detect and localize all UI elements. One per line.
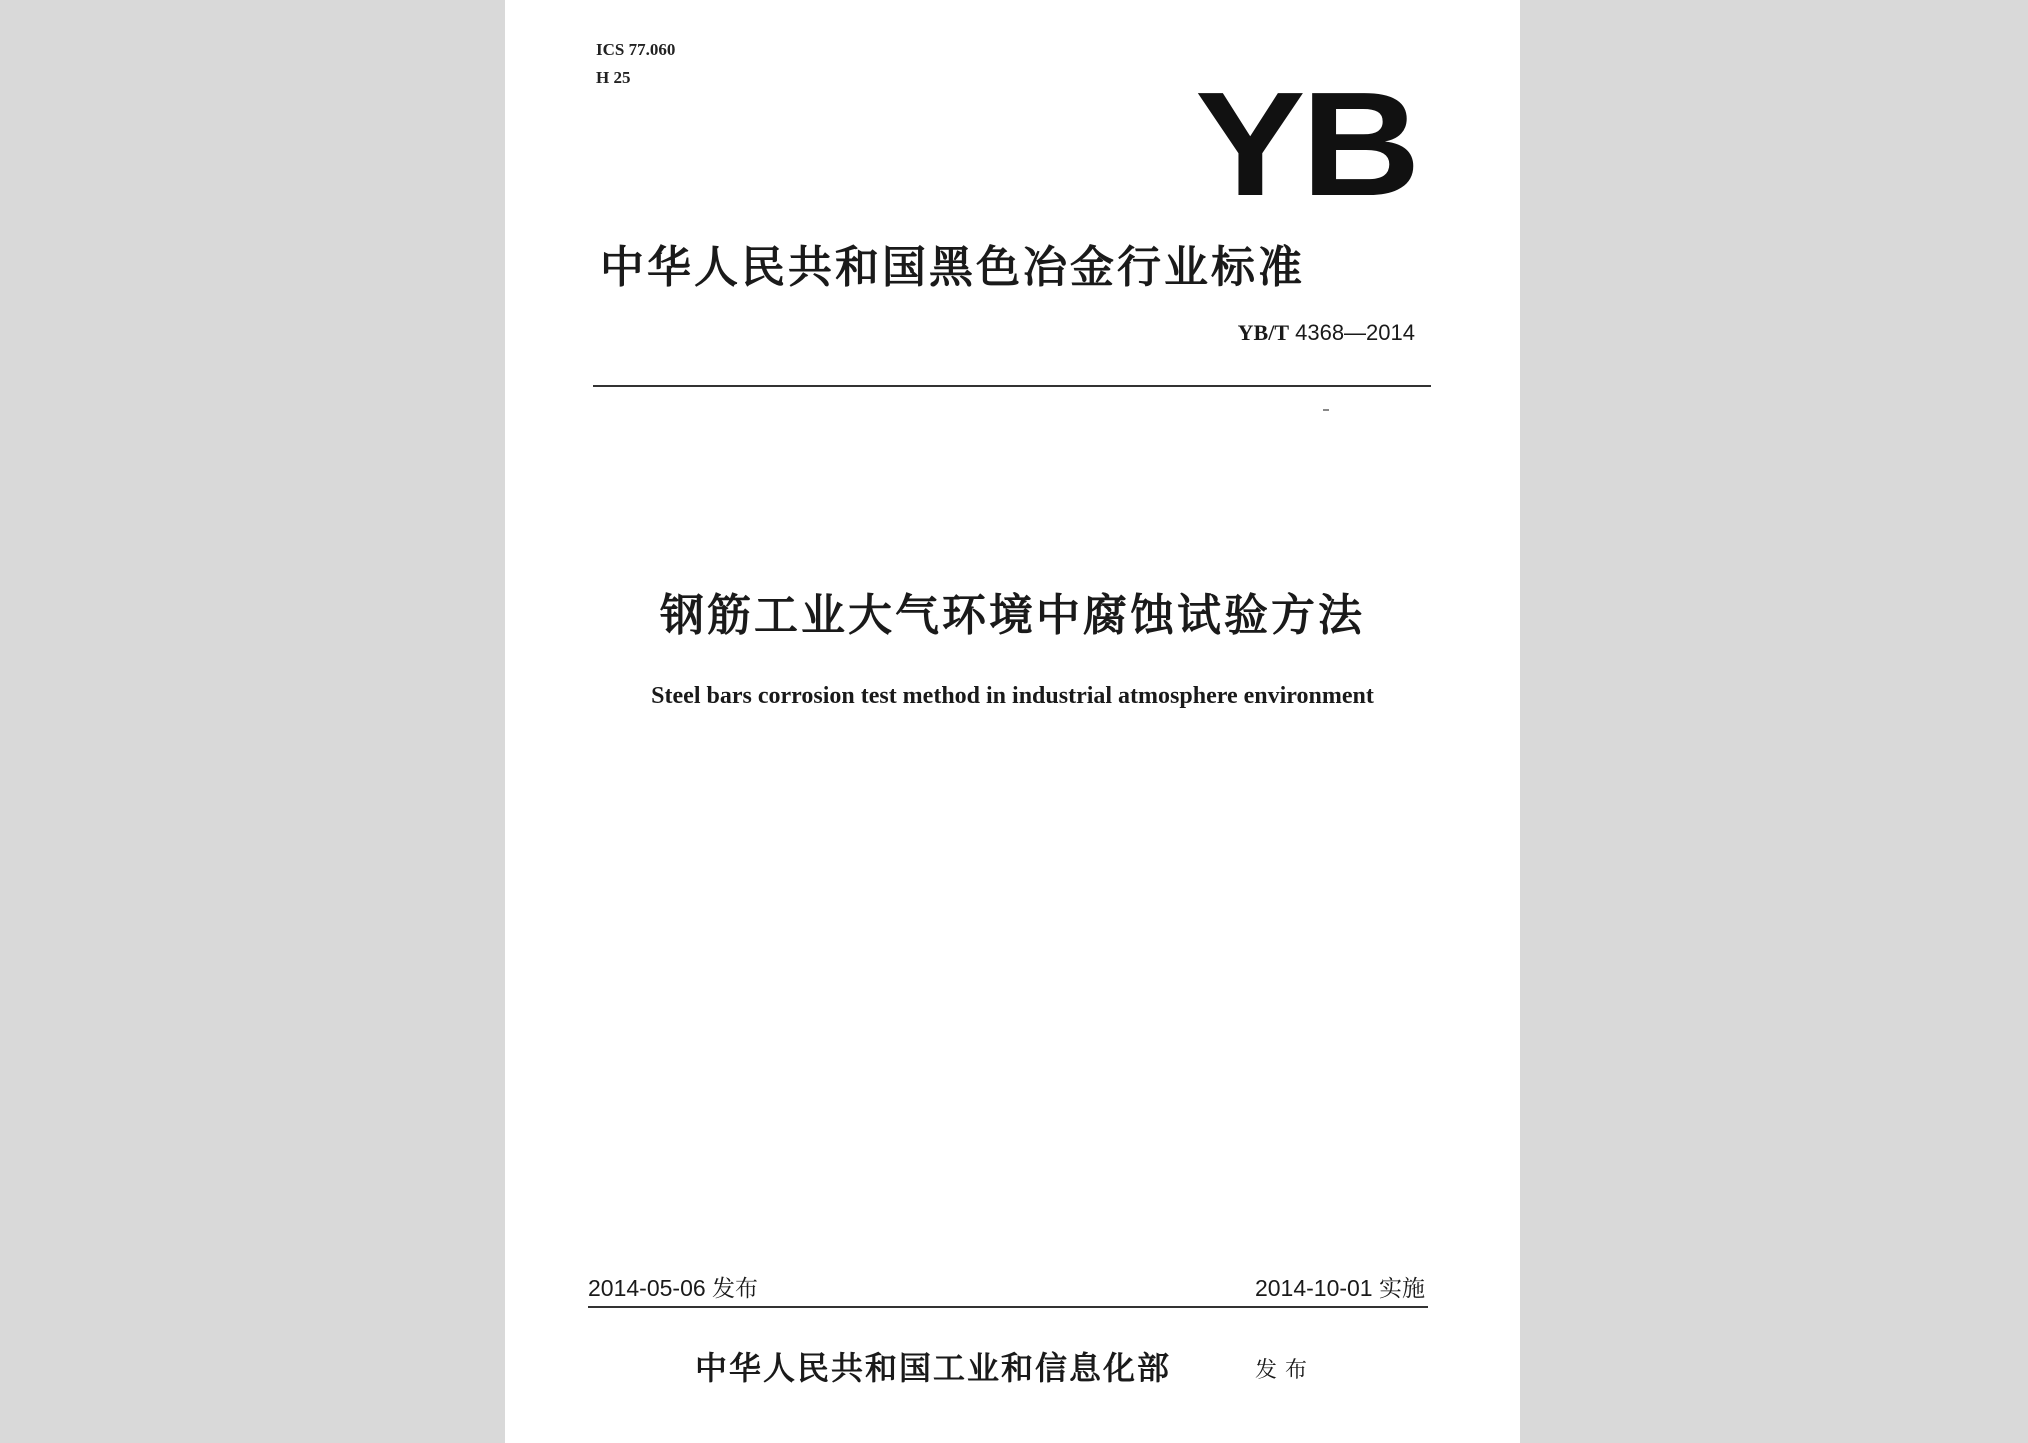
yb-logo: YB xyxy=(1195,62,1417,227)
ics-code: ICS 77.060 xyxy=(596,40,676,59)
implementation-date: 2014-10-01 实施 xyxy=(1254,1275,1425,1301)
publish-label: 发布 xyxy=(1255,1358,1316,1383)
issue-date: 2014-05-06 发布 xyxy=(588,1275,759,1301)
standard-number xyxy=(1105,318,1415,348)
footer-divider xyxy=(588,1306,1428,1308)
publisher-name: 中华人民共和国工业和信息化部 xyxy=(695,1349,1172,1387)
document-title-en: Steel bars corrosion test method in industrial atmosphere environment xyxy=(651,683,1374,709)
standard-category-title: 中华人民共和国黑色冶金行业标准 xyxy=(600,242,1305,293)
scan-mark xyxy=(1323,409,1329,411)
header-divider xyxy=(593,385,1431,387)
standard-number-prefix: YB/T xyxy=(1237,320,1289,345)
document-title-cn: 钢筋工业大气环境中腐蚀试验方法 xyxy=(660,590,1365,641)
classification-code: H 25 xyxy=(596,68,631,87)
document-page xyxy=(505,0,1520,1443)
standard-number-value: 4368—2014 xyxy=(1289,320,1415,345)
